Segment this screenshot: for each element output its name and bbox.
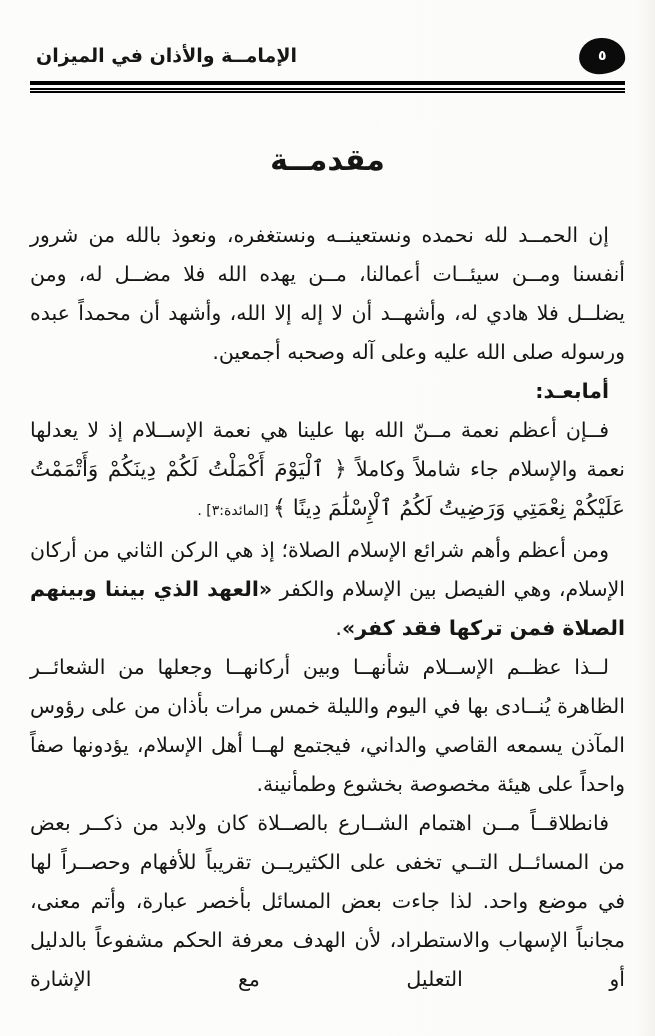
hadith-quote-covenant: «العهد الذي بيننا وبينهم الصلاة فمن تركها فقد كفر» [30, 577, 625, 640]
page-number-badge [578, 36, 626, 75]
paragraph-khutbah [30, 216, 625, 372]
book-page [0, 36, 655, 1036]
header-rule-divider [30, 81, 625, 93]
section-title-muqaddimah: مقدمــة [270, 143, 385, 178]
quran-verse-al-maidah-3: ٱلْيَوْمَ أَكْمَلْتُ لَكُمْ دِينَكُمْ وَأَتْمَمْتُ عَلَيْكُمْ نِعْمَتِي وَرَضِيتُ لَكُمُ ٱلْإِسْلَٰمَ دِينًا [30, 457, 625, 521]
paragraph-purpose [30, 804, 625, 999]
quran-verse-reference: [المائدة:٣] . [197, 503, 274, 519]
adhan-text: لــذا عظــم الإســلام شأنهــا وبين أركانهــا وجعلها من الشعائــر الظاهرة يُنــادى بها في اليوم والليلة خمس مرات بأذان من على رؤوس المآذن يسمعه القاصي والداني، فيجتمع لهــا أهل الإسلام، يؤدونها صفاً واحداً على هيئة مخصوصة بخشوع وطمأنينة. [30, 655, 625, 796]
blessing-intro-text: فــإن أعظم نعمة مــنّ الله بها علينا هي نعمة الإســلام إذ لا يعدلها نعمة والإسلام جاء شاملاً وكاملاً [30, 418, 625, 481]
body-text [30, 216, 625, 999]
purpose-text: فانطلاقــاً مــن اهتمام الشــارع بالصــلاة كان ولابد من ذكــر بعض من المسائــل التــي تخفى على الكثيريــن تقريباً للأفهام وحصــراً لها في موضع واحد. لذا جاءت بعض المسائل بأخصر عبارة، وأتم معنى، مجانباً الإسهاب والاستطراد، لأن الهدف معرفة الحكم مشفوعاً بالدليل أو التعليل مع الإشارة [30, 811, 625, 991]
quran-open-bracket: ﴿ [333, 457, 347, 482]
running-head-book-title: الإمامــة والأذان في الميزان [36, 45, 297, 67]
page-number: ٥ [597, 48, 607, 65]
heading-amma-baad: أمابعـد: [535, 379, 609, 403]
hadith-end-period: . [335, 616, 342, 640]
paragraph-adhan [30, 648, 625, 804]
page-header [30, 36, 625, 76]
paragraph-blessing-with-verse [30, 411, 625, 531]
salah-intro-text: ومن أعظم وأهم شرائع الإسلام الصلاة؛ إذ هي الركن الثاني من أركان الإسلام، وهي الفيصل بين الإسلام والكفر [30, 538, 625, 601]
paragraph-salah-rank [30, 531, 625, 648]
khutbah-text: إن الحمــد لله نحمده ونستعينــه ونستغفره، ونعوذ بالله من شرور أنفسنا ومــن سيئــات أعمالنا، مــن يهده الله فلا مضــل له، ومن يضلــل فلا هادي له، وأشهــد أن لا إله إلا الله، وأشهد أن محمداً عبده ورسوله صلى الله عليه وعلى آله وصحبه أجمعين. [30, 223, 625, 364]
quran-close-bracket: ﴾ [273, 496, 286, 521]
